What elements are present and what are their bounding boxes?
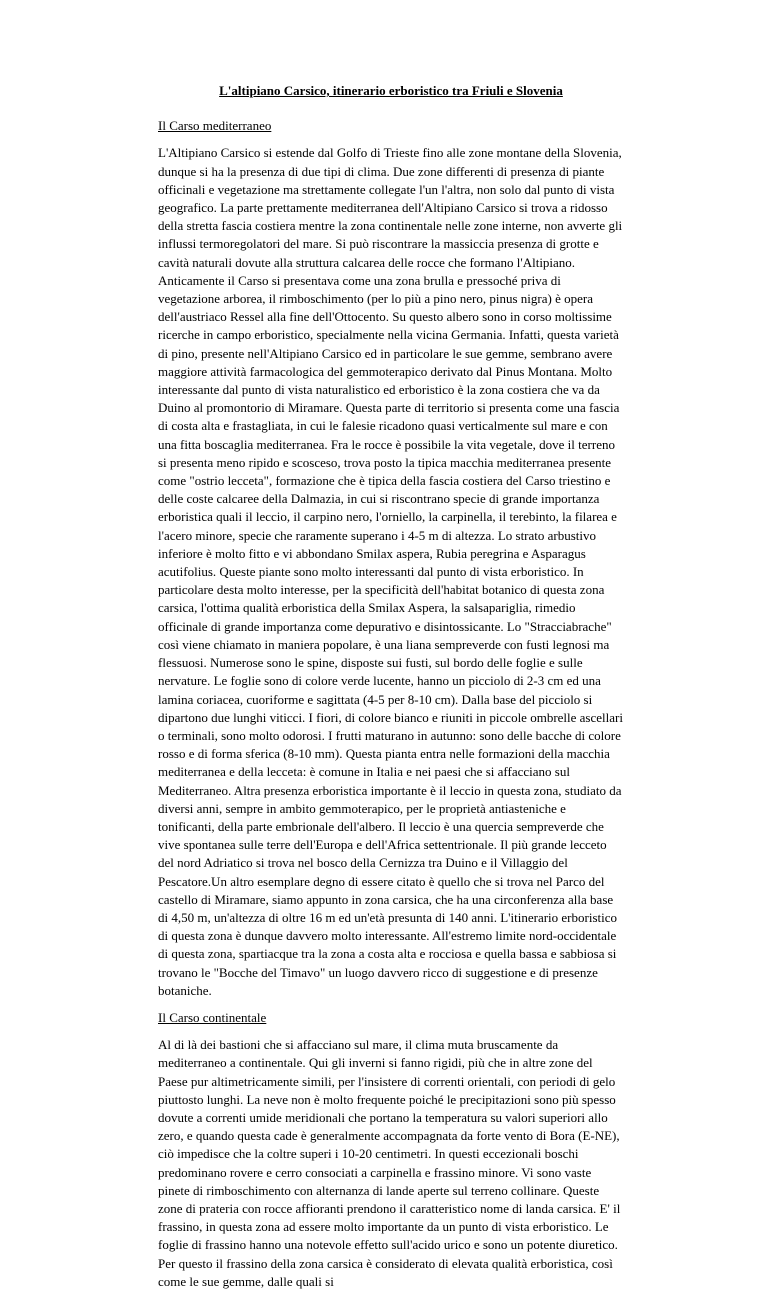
section-paragraph: L'Altipiano Carsico si estende dal Golfo di Trieste fino alle zone montane della Slovenia, dunque si ha la presenza di due tipi di clima. Due zone differenti di presenza di piante officinali e vegetazione ma strettamente collegate l'un l'altra, non solo dal punto di vista geografico. La parte prettamente mediterranea dell'Altipiano Carsico si trova a ridosso della stretta fascia costiera mentre la zona continentale nelle zone interne, non avverte gli influssi termoregolatori del mare. Si può riscontrare la massiccia presenza di grotte e cavità naturali dovute alla struttura calcarea delle rocce che formano l'Altipiano. Anticamente il Carso si presentava come una zona brulla e pressoché priva di vegetazione arborea, il rimboschimento (per lo più a pino nero, pinus nigra) è opera dell'austriaco Ressel alla fine dell'Ottocento. Su questo albero sono in corso moltissime ricerche in campo erboristico, specialmente nella vicina Germania. Infatti, questa varietà di pino, presente nell'Altipiano Carsico ed in particolare le sue gemme, sembrano avere maggiore attività farmacologica del gemmoterapico derivato dal Pinus Montana. Molto interessante dal punto di vista naturalistico ed erboristico è la zona costiera che va da Duino al promontorio di Miramare. Questa parte di territorio si presenta come una fascia di costa alta e frastagliata, in cui le falesie ricadono quasi verticalmente sul mare e con una fitta boscaglia mediterranea. Fra le rocce è possibile la vita vegetale, dove il terreno si presenta meno ripido e scosceso, trova posto la tipica macchia mediterranea presente come "ostrio lecceta", formazione che è tipica della fascia costiera del Carso triestino e delle coste calcaree della Dalmazia, in cui si riscontrano specie di grande importanza erboristica quali il leccio, il carpino nero, l'orniello, la carpinella, il terebinto, la filarea e l'acero minore, specie che raramente superano i 4-5 m di altezza. Lo strato arbustivo inferiore è molto fitto e vi abbondano Smilax aspera, Rubia peregrina e Asparagus acutifolius. Queste piante sono molto interessanti dal punto di vista erboristico. In particolare desta molto interesse, per la specificità dell'habitat botanico di questa zona carsica, l'ottima qualità erboristica della Smilax Aspera, la salsapariglia, rimedio officinale di grande importanza come depurativo e disintossicante. Lo "Stracciabrache" così viene chiamato in maniera popolare, è una liana sempreverde con fusti legnosi ma flessuosi. Numerose sono le spine, disposte sui fusti, sul bordo delle foglie e sulle nervature. Le foglie sono di colore verde lucente, hanno un picciolo di 2-3 cm ed una lamina coriacea, cuoriforme e sagittata (4-5 per 8-10 cm). Dalla base del picciolo si dipartono due lunghi viticci. I fiori, di colore bianco e riuniti in piccole ombrelle ascellari o terminali, sono molto odorosi. I frutti maturano in autunno: sono delle bacche di colore rosso e di forma sferica (8-10 mm). Questa pianta entra nelle formazioni della macchia mediterranea e della lecceta: è comune in Italia e nei paesi che si affacciano sul Mediterraneo. Altra presenza erboristica importante è il leccio in questa zona, studiato da diversi anni, sempre in ambito gemmoterapico, per le proprietà antiasteniche e tonificanti, della parte embrionale dell'albero. Il leccio è una quercia sempreverde che vive spontanea sulle terre dell'Europa e dell'Africa settentrionale. Il più grande lecceto del nord Adriatico si trova nel bosco della Cernizza tra Duino e il Villaggio del Pescatore.Un altro esemplare degno di essere citato è quello che si trova nel Parco del castello di Miramare, siamo appunto in zona carsica, che ha una circonferenza alla base di 4,50 m, un'altezza di oltre 16 m ed un'età presunta di 140 anni. L'itinerario erboristico di questa zona è dunque davvero molto interessante. All'estremo limite nord-occidentale di questa zona, spartiacque tra la zona a costa alta e rocciosa e quella bassa e sabbiosa si trovano le "Bocche del Timavo" un luogo davvero ricco di suggestione e di presenze botaniche. <box>158 145 623 998</box>
section-paragraph: Al di là dei bastioni che si affacciano sul mare, il clima muta bruscamente da mediterraneo a continentale. Qui gli inverni si fanno rigidi, più che in altre zone del Paese pur altimetricamente simili, per l'insistere di correnti orientali, con periodi di gelo piuttosto lunghi. La neve non è molto frequente poiché le precipitazioni sono più spesso dovute a correnti umide meridionali che portano la temperatura su valori superiori allo zero, e quando questa cade è generalmente accompagnata da forte vento di Bora (E-NE), ciò impedisce che la coltre superi i 10-20 centimetri. In questi eccezionali boschi predominano rovere e cerro consociati a carpinella e frassino minore. Vi sono vaste pinete di rimboschimento con alternanza di lande aperte sul terreno collinare. Queste zone di prateria con rocce affioranti prendono il caratteristico nome di landa carsica. E' il frassino, in questa zona ad essere molto importante da un punto di vista erboristico. Le foglie di frassino hanno una notevole effetto sull'acido urico e sono un potente diuretico. Per questo il frassino della zona carsica è considerato di elevata qualità erboristica, così come le sue gemme, dalle quali si <box>158 1037 621 1289</box>
section-heading: Il Carso continentale <box>158 1009 267 1025</box>
section-carso-continentale <box>158 1009 624 1291</box>
document-page <box>158 82 624 1300</box>
section-heading: Il Carso mediterraneo <box>158 118 272 134</box>
section-carso-mediterraneo <box>158 117 624 1000</box>
document-title: L'altipiano Carsico, itinerario erboristico tra Friuli e Slovenia <box>219 83 563 98</box>
